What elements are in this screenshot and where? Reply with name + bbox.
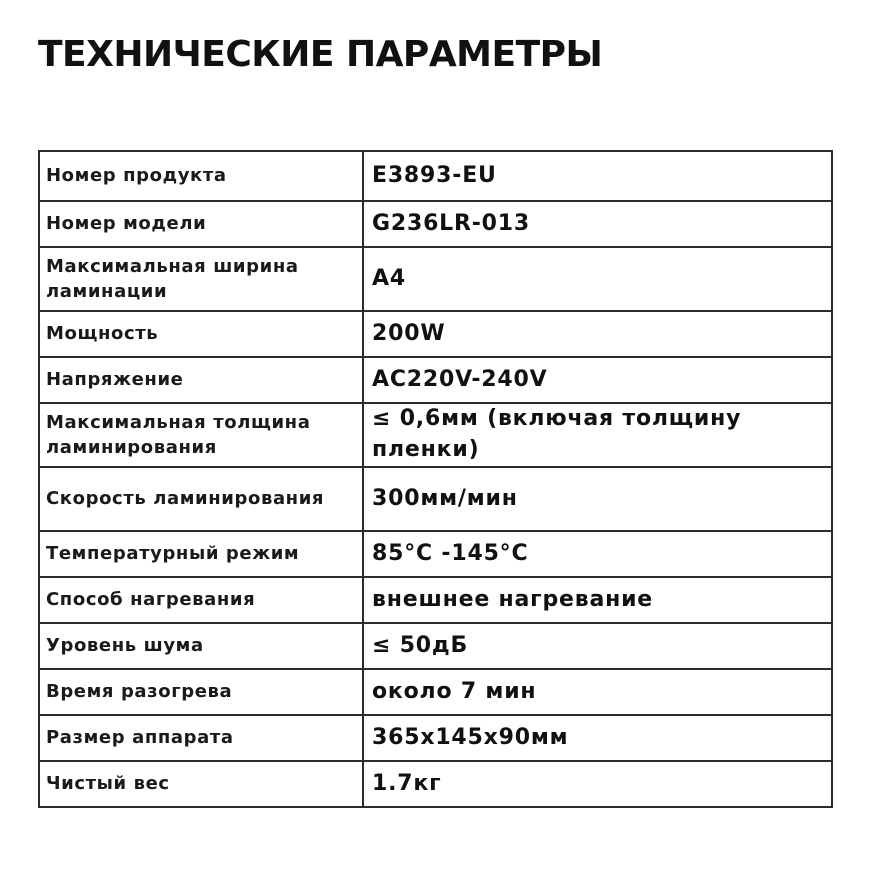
table-row [39,623,832,669]
spec-value: 365x145x90мм [363,715,832,761]
table-row [39,715,832,761]
table-row [39,311,832,357]
spec-label: Время разогрева [39,669,363,715]
spec-value: 200W [363,311,832,357]
table-row [39,201,832,247]
spec-value: 1.7кг [363,761,832,807]
spec-value: ≤ 0,6мм (включая толщину пленки) [363,403,832,467]
spec-value: A4 [363,247,832,311]
table-row [39,577,832,623]
spec-label: Уровень шума [39,623,363,669]
spec-label: Размер аппарата [39,715,363,761]
table-row [39,357,832,403]
spec-table [38,150,833,808]
spec-label: Номер продукта [39,151,363,201]
spec-label: Чистый вес [39,761,363,807]
page-title: ТЕХНИЧЕСКИЕ ПАРАМЕТРЫ [38,34,603,75]
table-row [39,247,832,311]
spec-value: AC220V-240V [363,357,832,403]
spec-label: Максимальная ширина ламинации [39,247,363,311]
table-row [39,761,832,807]
spec-label: Мощность [39,311,363,357]
table-row [39,467,832,531]
spec-value: 300мм/мин [363,467,832,531]
table-row [39,403,832,467]
spec-value: внешнее нагревание [363,577,832,623]
spec-label: Напряжение [39,357,363,403]
spec-value: ≤ 50дБ [363,623,832,669]
spec-label: Способ нагревания [39,577,363,623]
spec-value: около 7 мин [363,669,832,715]
table-row [39,531,832,577]
spec-label: Максимальная толщина ламинирования [39,403,363,467]
spec-value: E3893-EU [363,151,832,201]
spec-label: Температурный режим [39,531,363,577]
spec-value: 85°C -145°C [363,531,832,577]
table-row [39,669,832,715]
spec-label: Скорость ламинирования [39,467,363,531]
spec-label: Номер модели [39,201,363,247]
table-row [39,151,832,201]
spec-value: G236LR-013 [363,201,832,247]
